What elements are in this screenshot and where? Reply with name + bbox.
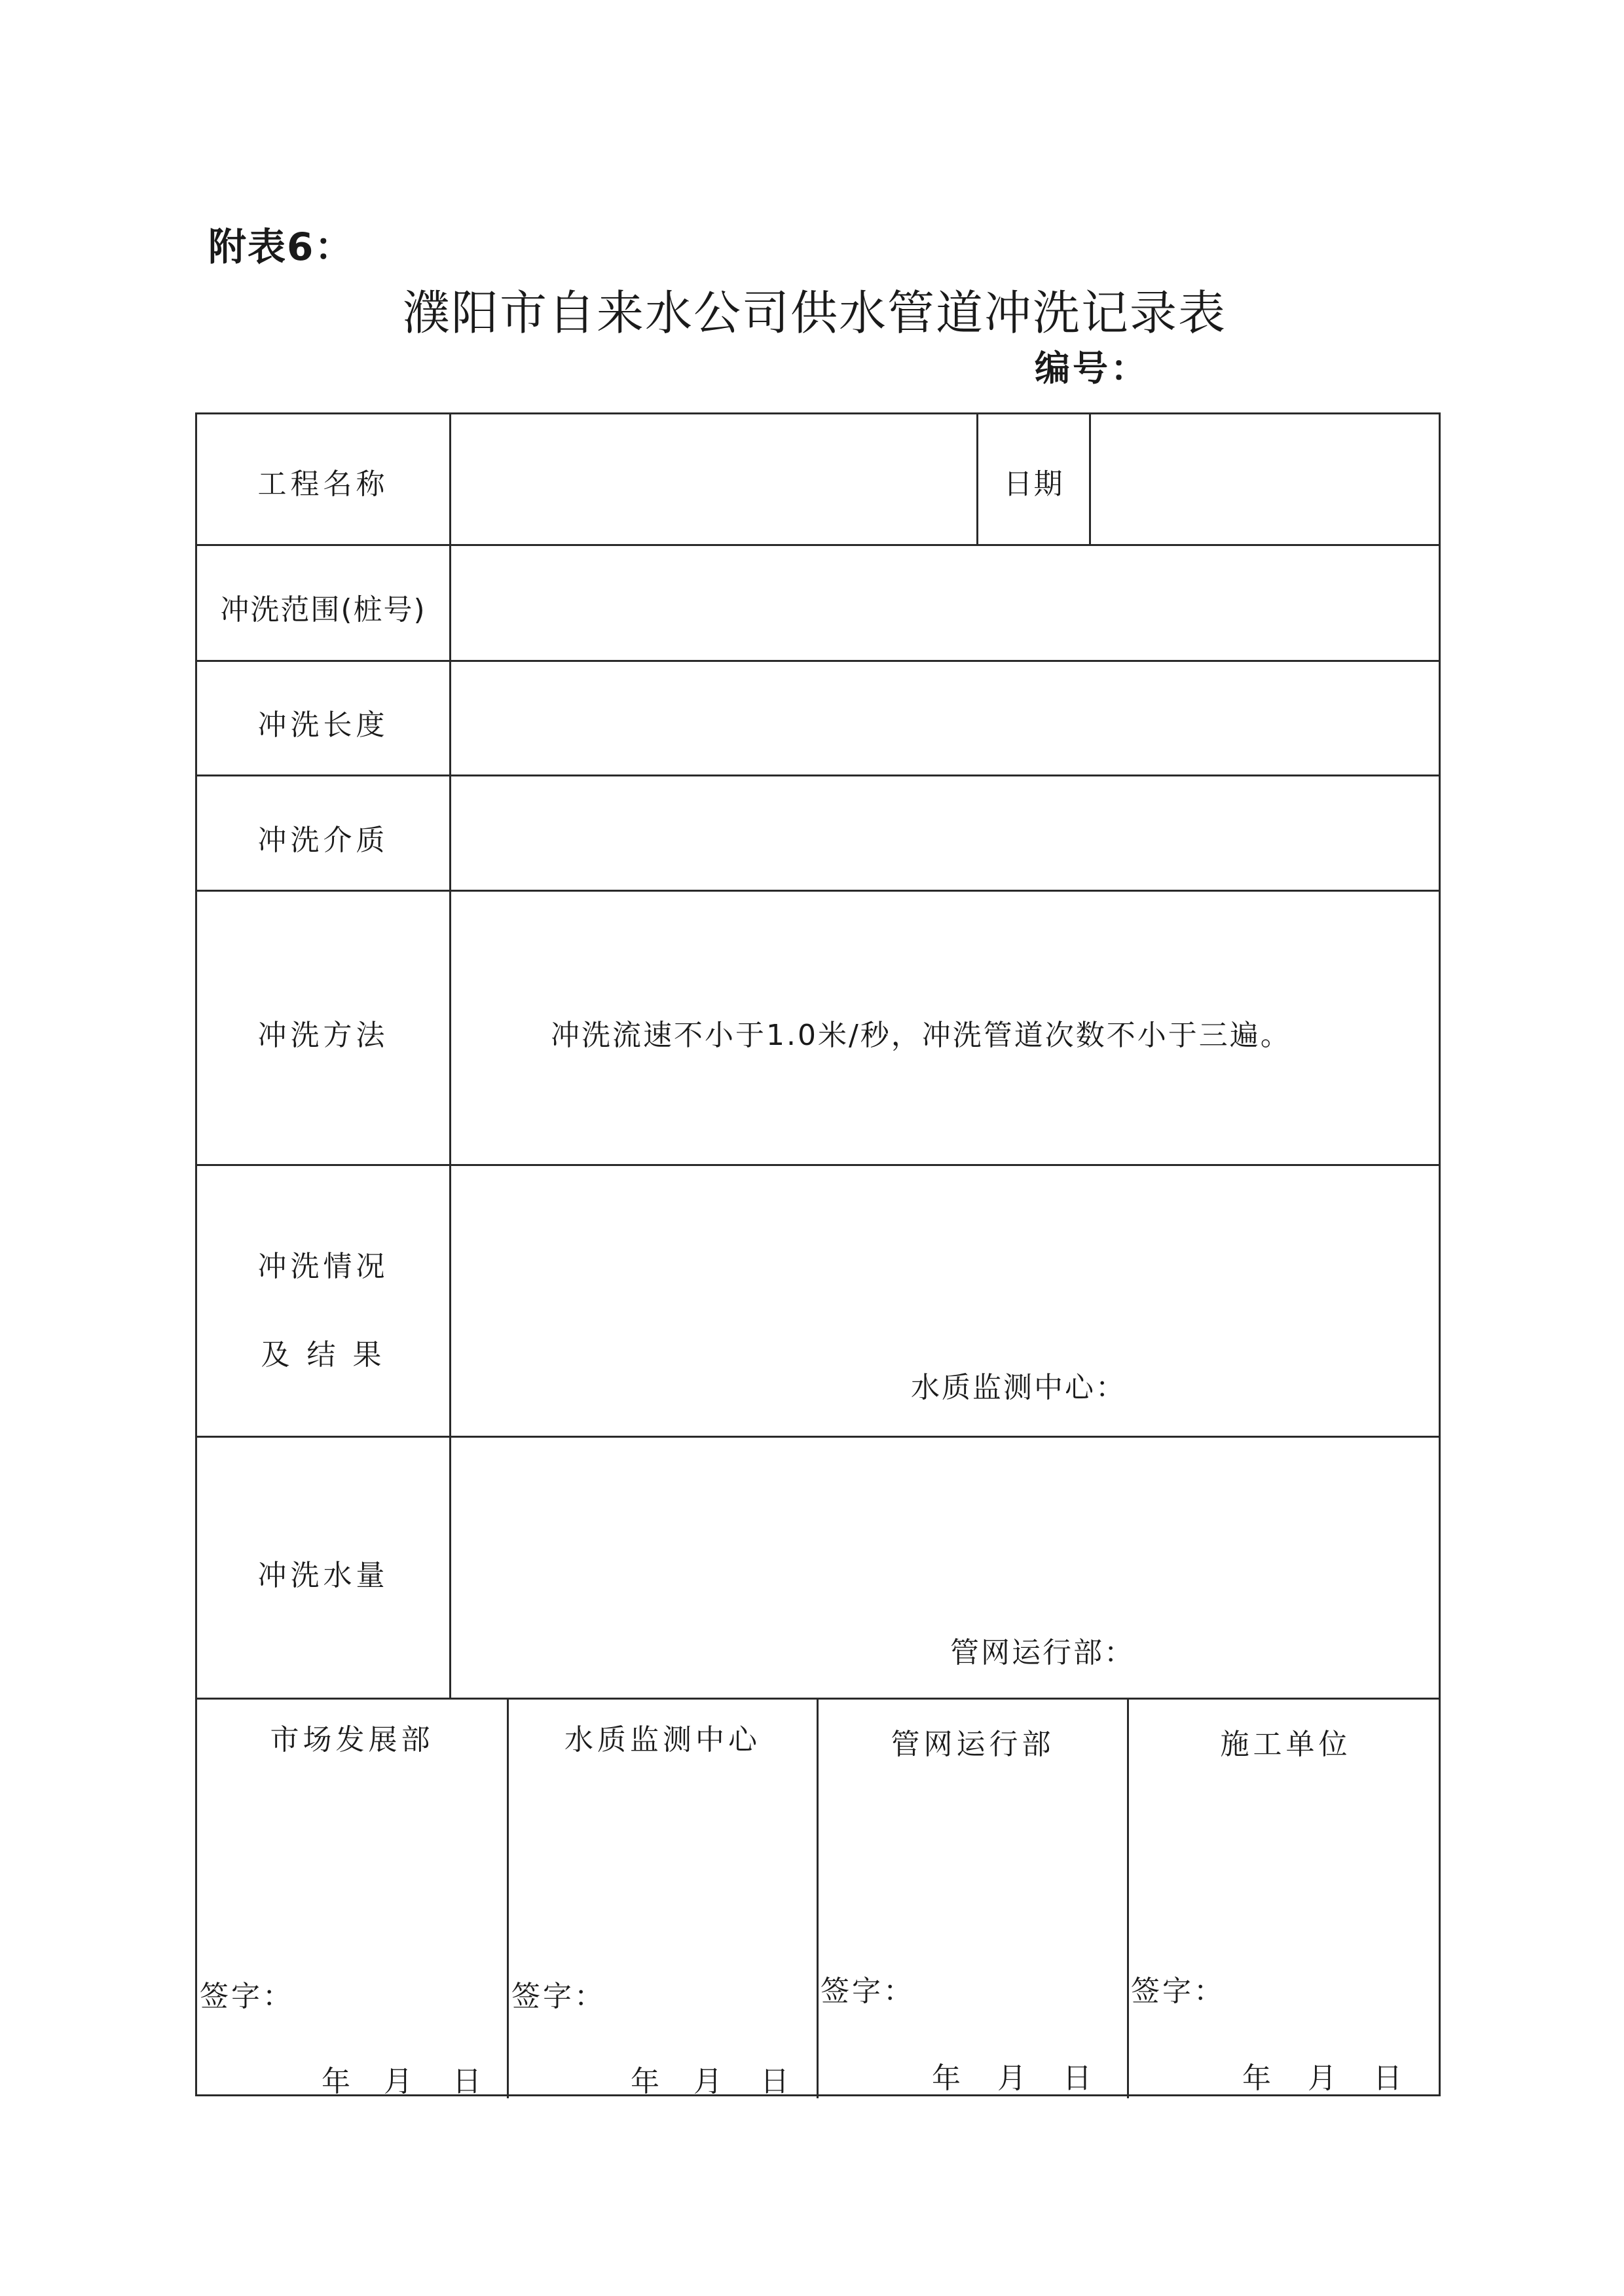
flush-record-table bbox=[195, 412, 1441, 2096]
document-title: 濮阳市自来水公司供水管道冲洗记录表 bbox=[403, 285, 1227, 340]
row-divider bbox=[197, 890, 1439, 892]
signoff-column-title: 施工单位 bbox=[1220, 1728, 1352, 1761]
signature-label: 签字： bbox=[1131, 1975, 1225, 2008]
row-divider bbox=[197, 544, 1439, 546]
flush-method-label: 冲洗方法 bbox=[257, 1019, 389, 1052]
row-divider bbox=[197, 1436, 1439, 1438]
date-month-label: 月 bbox=[384, 2065, 413, 2098]
row-divider bbox=[197, 774, 1439, 776]
signoff-column-title: 水质监测中心 bbox=[564, 1723, 761, 1757]
flush-medium-label: 冲洗介质 bbox=[257, 824, 389, 857]
project-name-label: 工程名称 bbox=[257, 467, 389, 501]
column-divider bbox=[449, 414, 451, 1698]
row-divider bbox=[197, 660, 1439, 662]
date-year-label: 年 bbox=[322, 2065, 350, 2098]
signoff-column-title: 市场发展部 bbox=[270, 1723, 434, 1757]
date-year-label: 年 bbox=[631, 2065, 659, 2098]
flush-length-label: 冲洗长度 bbox=[257, 708, 389, 742]
attachment-label: 附表6： bbox=[208, 225, 354, 269]
water-volume-label: 冲洗水量 bbox=[257, 1559, 389, 1592]
water-quality-center-sign-label: 水质监测中心： bbox=[911, 1371, 1126, 1404]
date-day-label: 日 bbox=[452, 2065, 481, 2098]
date-day-label: 日 bbox=[1373, 2062, 1402, 2095]
serial-number-label: 编号： bbox=[1035, 348, 1149, 389]
flush-range-label: 冲洗范围(桩号) bbox=[220, 593, 426, 627]
row-divider bbox=[197, 1164, 1439, 1166]
signature-label: 签字： bbox=[511, 1980, 606, 2013]
flush-result-label-line2: 及 结 果 bbox=[261, 1338, 386, 1372]
date-day-label: 日 bbox=[1063, 2062, 1092, 2095]
date-month-label: 月 bbox=[1308, 2062, 1337, 2095]
network-operation-sign-label: 管网运行部： bbox=[950, 1636, 1135, 1669]
date-label: 日期 bbox=[1003, 467, 1064, 501]
signature-label: 签字： bbox=[821, 1975, 915, 2008]
date-year-label: 年 bbox=[1242, 2062, 1271, 2095]
date-month-label: 月 bbox=[997, 2062, 1026, 2095]
flush-method-text: 冲洗流速不小于1.0米/秒，冲洗管道次数不小于三遍。 bbox=[551, 1019, 1291, 1052]
date-year-label: 年 bbox=[932, 2062, 961, 2095]
date-month-label: 月 bbox=[693, 2065, 722, 2098]
date-day-label: 日 bbox=[760, 2065, 789, 2098]
signoff-column-title: 管网运行部 bbox=[891, 1728, 1055, 1761]
signature-label: 签字： bbox=[200, 1980, 294, 2013]
flush-result-label-line1: 冲洗情况 bbox=[257, 1250, 389, 1283]
column-divider bbox=[1089, 414, 1091, 544]
